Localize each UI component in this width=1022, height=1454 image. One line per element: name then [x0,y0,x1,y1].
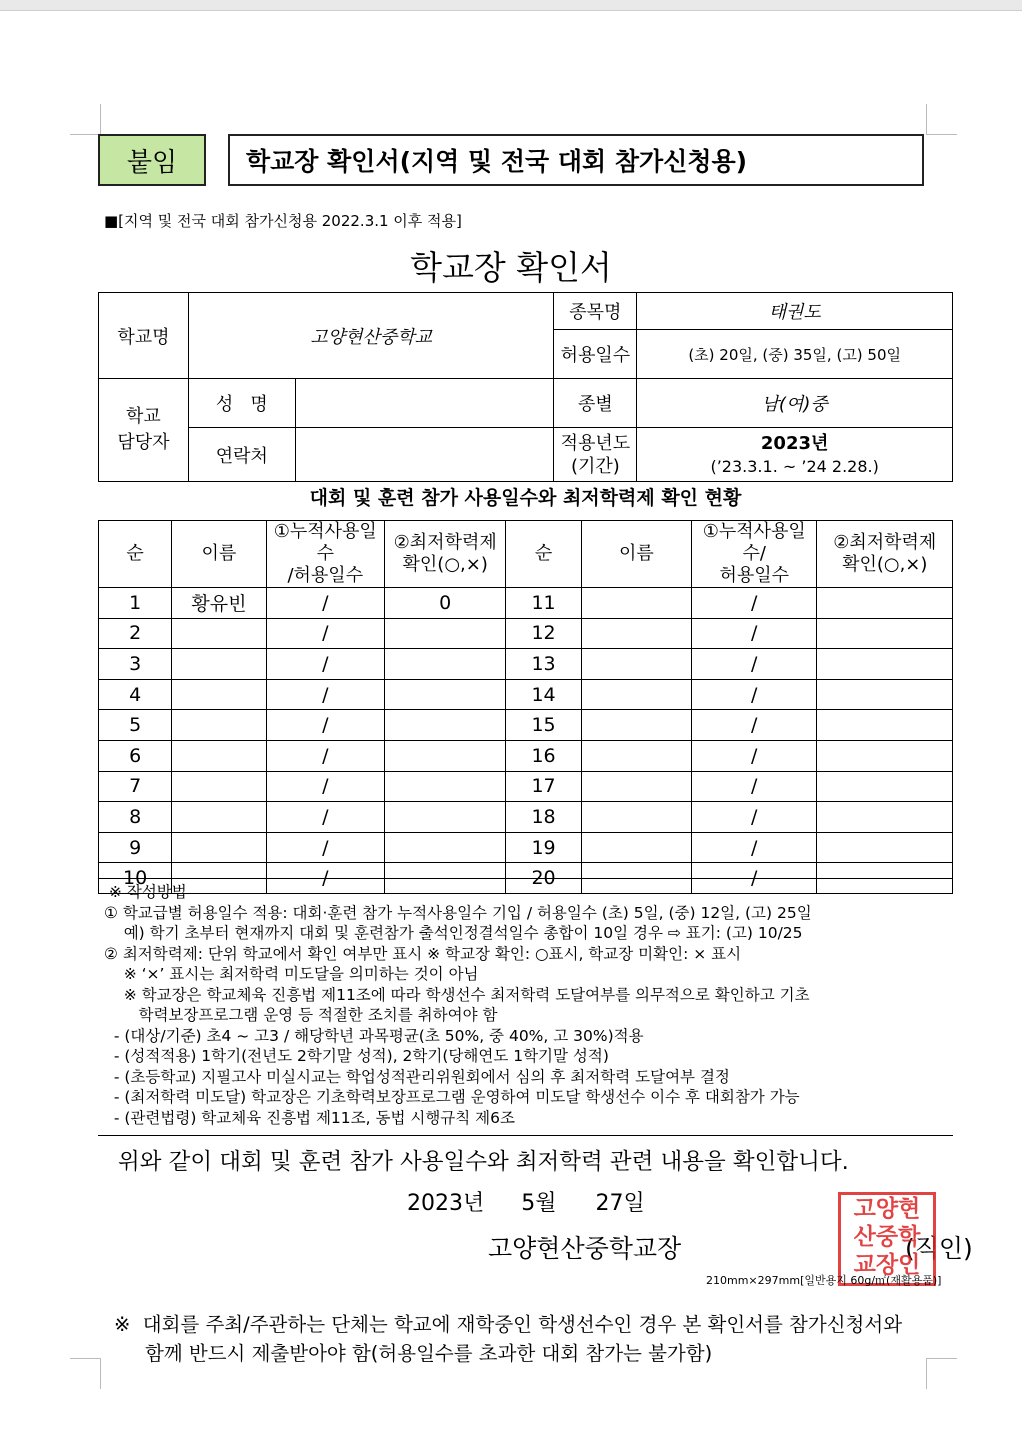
table-row [99,710,953,741]
days-cell: / [266,832,384,863]
name-cell [172,771,266,802]
no-cell-right: 16 [506,740,581,771]
name-cell-right [581,618,691,649]
contact-phone-value [295,428,554,482]
table-row [99,802,953,833]
info-table [98,292,953,482]
name-cell [172,649,266,680]
attachment-badge: 붙임 [98,134,206,186]
name-cell [172,710,266,741]
table-row [99,740,953,771]
header-check-right: ②최저학력제 확인(○,×) [817,521,953,588]
check-cell [384,740,505,771]
name-cell-right [581,832,691,863]
no-cell-right: 13 [506,649,581,680]
type-value: 남(여)중 [637,379,953,428]
header-name: 이름 [172,521,266,588]
check-cell [384,618,505,649]
footnote: ※ 대회를 주최/주관하는 단체는 학교에 재학중인 학생선수인 경우 본 확인서를 참가신청서와 함께 반드시 제출받아야 함(허용일수를 초과한 대회 참가는 불가함) [114,1313,903,1365]
corner-mark-bottom-left [70,1358,101,1389]
days-cell: / [266,740,384,771]
days-cell: / [266,588,384,619]
no-cell: 10 [99,863,172,894]
days-cell-right: / [692,618,817,649]
header-no: 순 [99,521,172,588]
check-cell-right [817,771,953,802]
allowed-days-value: (초) 20일, (중) 35일, (고) 50일 [637,330,953,379]
corner-mark-top-right [926,104,957,135]
name-cell [172,679,266,710]
name-cell-right [581,679,691,710]
no-cell: 6 [99,740,172,771]
table-row [99,618,953,649]
no-cell-right: 14 [506,679,581,710]
header-days-right: ①누적사용일수/ 허용일수 [692,521,817,588]
note-line: - (관련법령) 학교체육 진흥법 제11조, 동법 시행규칙 제6조 [104,1108,515,1127]
check-cell-right [817,832,953,863]
check-cell-right [817,618,953,649]
roster-header-row [99,521,953,588]
contact-phone-label: 연락처 [188,428,295,482]
allowed-days-label: 허용일수 [554,330,637,379]
name-cell [172,740,266,771]
check-cell-right [817,740,953,771]
header-check: ②최저학력제 확인(○,×) [384,521,505,588]
name-cell [172,832,266,863]
days-cell-right: / [692,832,817,863]
check-cell [384,771,505,802]
no-cell-right: 17 [506,771,581,802]
paper-size-info: 210mm×297mm[일반용지 60g/㎡(재활용품)] [706,1274,942,1287]
date-year: 2023년 [407,1191,485,1216]
corner-mark-top-left [70,104,101,135]
date-month: 5월 [521,1191,557,1216]
note-line: 예) 학기 초부터 현재까지 대회 및 훈련참가 출석인정결석일수 총합이 10일 경우 ⇨ 표기: (고) 10/25 [104,924,803,942]
table-row [99,588,953,619]
note-line: ② 최저학력제: 단위 학교에서 확인 여부만 표시 ※ 학교장 확인: ○표시, 학교장 미확인: × 표시 [104,944,742,963]
no-cell: 4 [99,679,172,710]
check-cell-right [817,649,953,680]
name-cell-right [581,740,691,771]
name-cell-right [581,771,691,802]
check-cell-right [817,588,953,619]
name-cell-right [581,710,691,741]
note-line: ※ 작성방법 [104,883,187,901]
name-cell-right [581,588,691,619]
main-title: 학교장 확인서 [410,248,612,287]
days-cell-right: / [692,863,817,894]
table-row [99,832,953,863]
note-line: 학력보장프로그램 운영 등 적절한 조치를 취하여야 함 [104,1006,498,1024]
table-row [99,649,953,680]
rule-bottom-notes [98,1135,953,1136]
check-cell [384,802,505,833]
no-cell-right: 18 [506,802,581,833]
check-cell: 0 [384,588,505,619]
no-cell-right: 11 [506,588,581,619]
no-cell-right: 15 [506,710,581,741]
note-line: ① 학교급별 허용일수 적용: 대회·훈련 참가 누적사용일수 기입 / 허용일수 (초) 5일, (중) 12일, (고) 25일 [104,903,812,922]
year-label: 적용년도 (기간) [554,428,637,482]
no-cell: 1 [99,588,172,619]
no-cell: 5 [99,710,172,741]
note-line: ※ ‘×’ 표시는 최저학력 미도달을 의미하는 것이 아님 [104,965,479,983]
official-seal-stamp: 고양현 산중학 교장인 [838,1192,936,1286]
sport-value: 태권도 [637,293,953,330]
note-line: ※ 학교장은 학교체육 진흥법 제11조에 따라 학생선수 최저학력 도달여부를 의무적으로 확인하고 기초 [104,985,810,1004]
no-cell: 7 [99,771,172,802]
note-line: - (대상/기준) 초4 ~ 고3 / 해당학년 과목평균(초 50%, 중 40%, 고 30%)적용 [104,1026,644,1045]
check-cell [384,649,505,680]
header-name-right: 이름 [581,521,691,588]
check-cell-right [817,679,953,710]
writing-notes [104,882,954,1128]
contact-name-label: 성 명 [188,379,295,428]
school-name-label: 학교명 [99,293,189,379]
days-cell-right: / [692,802,817,833]
days-cell-right: / [692,740,817,771]
no-cell-right: 20 [506,863,581,894]
type-label: 종별 [554,379,637,428]
rule-top-notes [98,878,953,879]
check-cell-right [817,710,953,741]
days-cell: / [266,679,384,710]
days-cell-right: / [692,679,817,710]
name-cell-right [581,649,691,680]
school-name-value: 고양현산중학교 [188,293,554,379]
period-value: (’23.3.1. ~ ’24 2.28.) [710,456,879,476]
days-cell-right: / [692,588,817,619]
contact-label: 학교 담당자 [99,379,189,482]
principal-name: 고양현산중학교장 [488,1234,682,1263]
days-cell: / [266,710,384,741]
no-cell-right: 12 [506,618,581,649]
section-title: 대회 및 훈련 참가 사용일수와 최저학력제 확인 현황 [309,487,742,509]
confirmation-statement: 위와 같이 대회 및 훈련 참가 사용일수와 최저학력 관련 내용을 확인합니다. [118,1149,849,1175]
check-cell [384,832,505,863]
days-cell: / [266,649,384,680]
days-cell: / [266,618,384,649]
days-cell-right: / [692,710,817,741]
table-row [99,771,953,802]
year-value: 2023년 [760,432,829,454]
seal-placeholder: (직인) [905,1234,973,1263]
name-cell-right [581,802,691,833]
days-cell: / [266,802,384,833]
contact-name-value [295,379,554,428]
document-title-box: 학교장 확인서(지역 및 전국 대회 참가신청용) [228,134,924,186]
roster-table [98,520,953,894]
no-cell: 8 [99,802,172,833]
table-row [99,679,953,710]
window-top-bar [0,0,1022,11]
days-cell-right: / [692,771,817,802]
sport-label: 종목명 [554,293,637,330]
check-cell [384,710,505,741]
header-days: ①누적사용일수 /허용일수 [266,521,384,588]
no-cell: 9 [99,832,172,863]
no-cell: 3 [99,649,172,680]
name-cell [172,618,266,649]
no-cell: 2 [99,618,172,649]
name-cell [172,802,266,833]
days-cell: / [266,771,384,802]
days-cell: / [266,863,384,894]
check-cell-right [817,802,953,833]
check-cell [384,679,505,710]
issue-date [407,1186,665,1217]
date-day: 27일 [595,1191,645,1216]
note-line: - (초등학교) 지필고사 미실시교는 학업성적관리위원회에서 심의 후 최저학력 도달여부 결정 [104,1067,730,1086]
no-cell-right: 19 [506,832,581,863]
header-no-right: 순 [506,521,581,588]
days-cell-right: / [692,649,817,680]
note-line: - (최저학력 미도달) 학교장은 기초학력보장프로그램 운영하여 미도달 학생선수 이수 후 대회참가 가능 [104,1088,800,1106]
sub-header: ■[지역 및 전국 대회 참가신청용 2022.3.1 이후 적용] [104,212,462,230]
year-cell [637,428,953,482]
name-cell: 황유빈 [172,588,266,619]
note-line: - (성적적용) 1학기(전년도 2학기말 성적), 2학기(당해연도 1학기말 성적) [104,1047,609,1065]
